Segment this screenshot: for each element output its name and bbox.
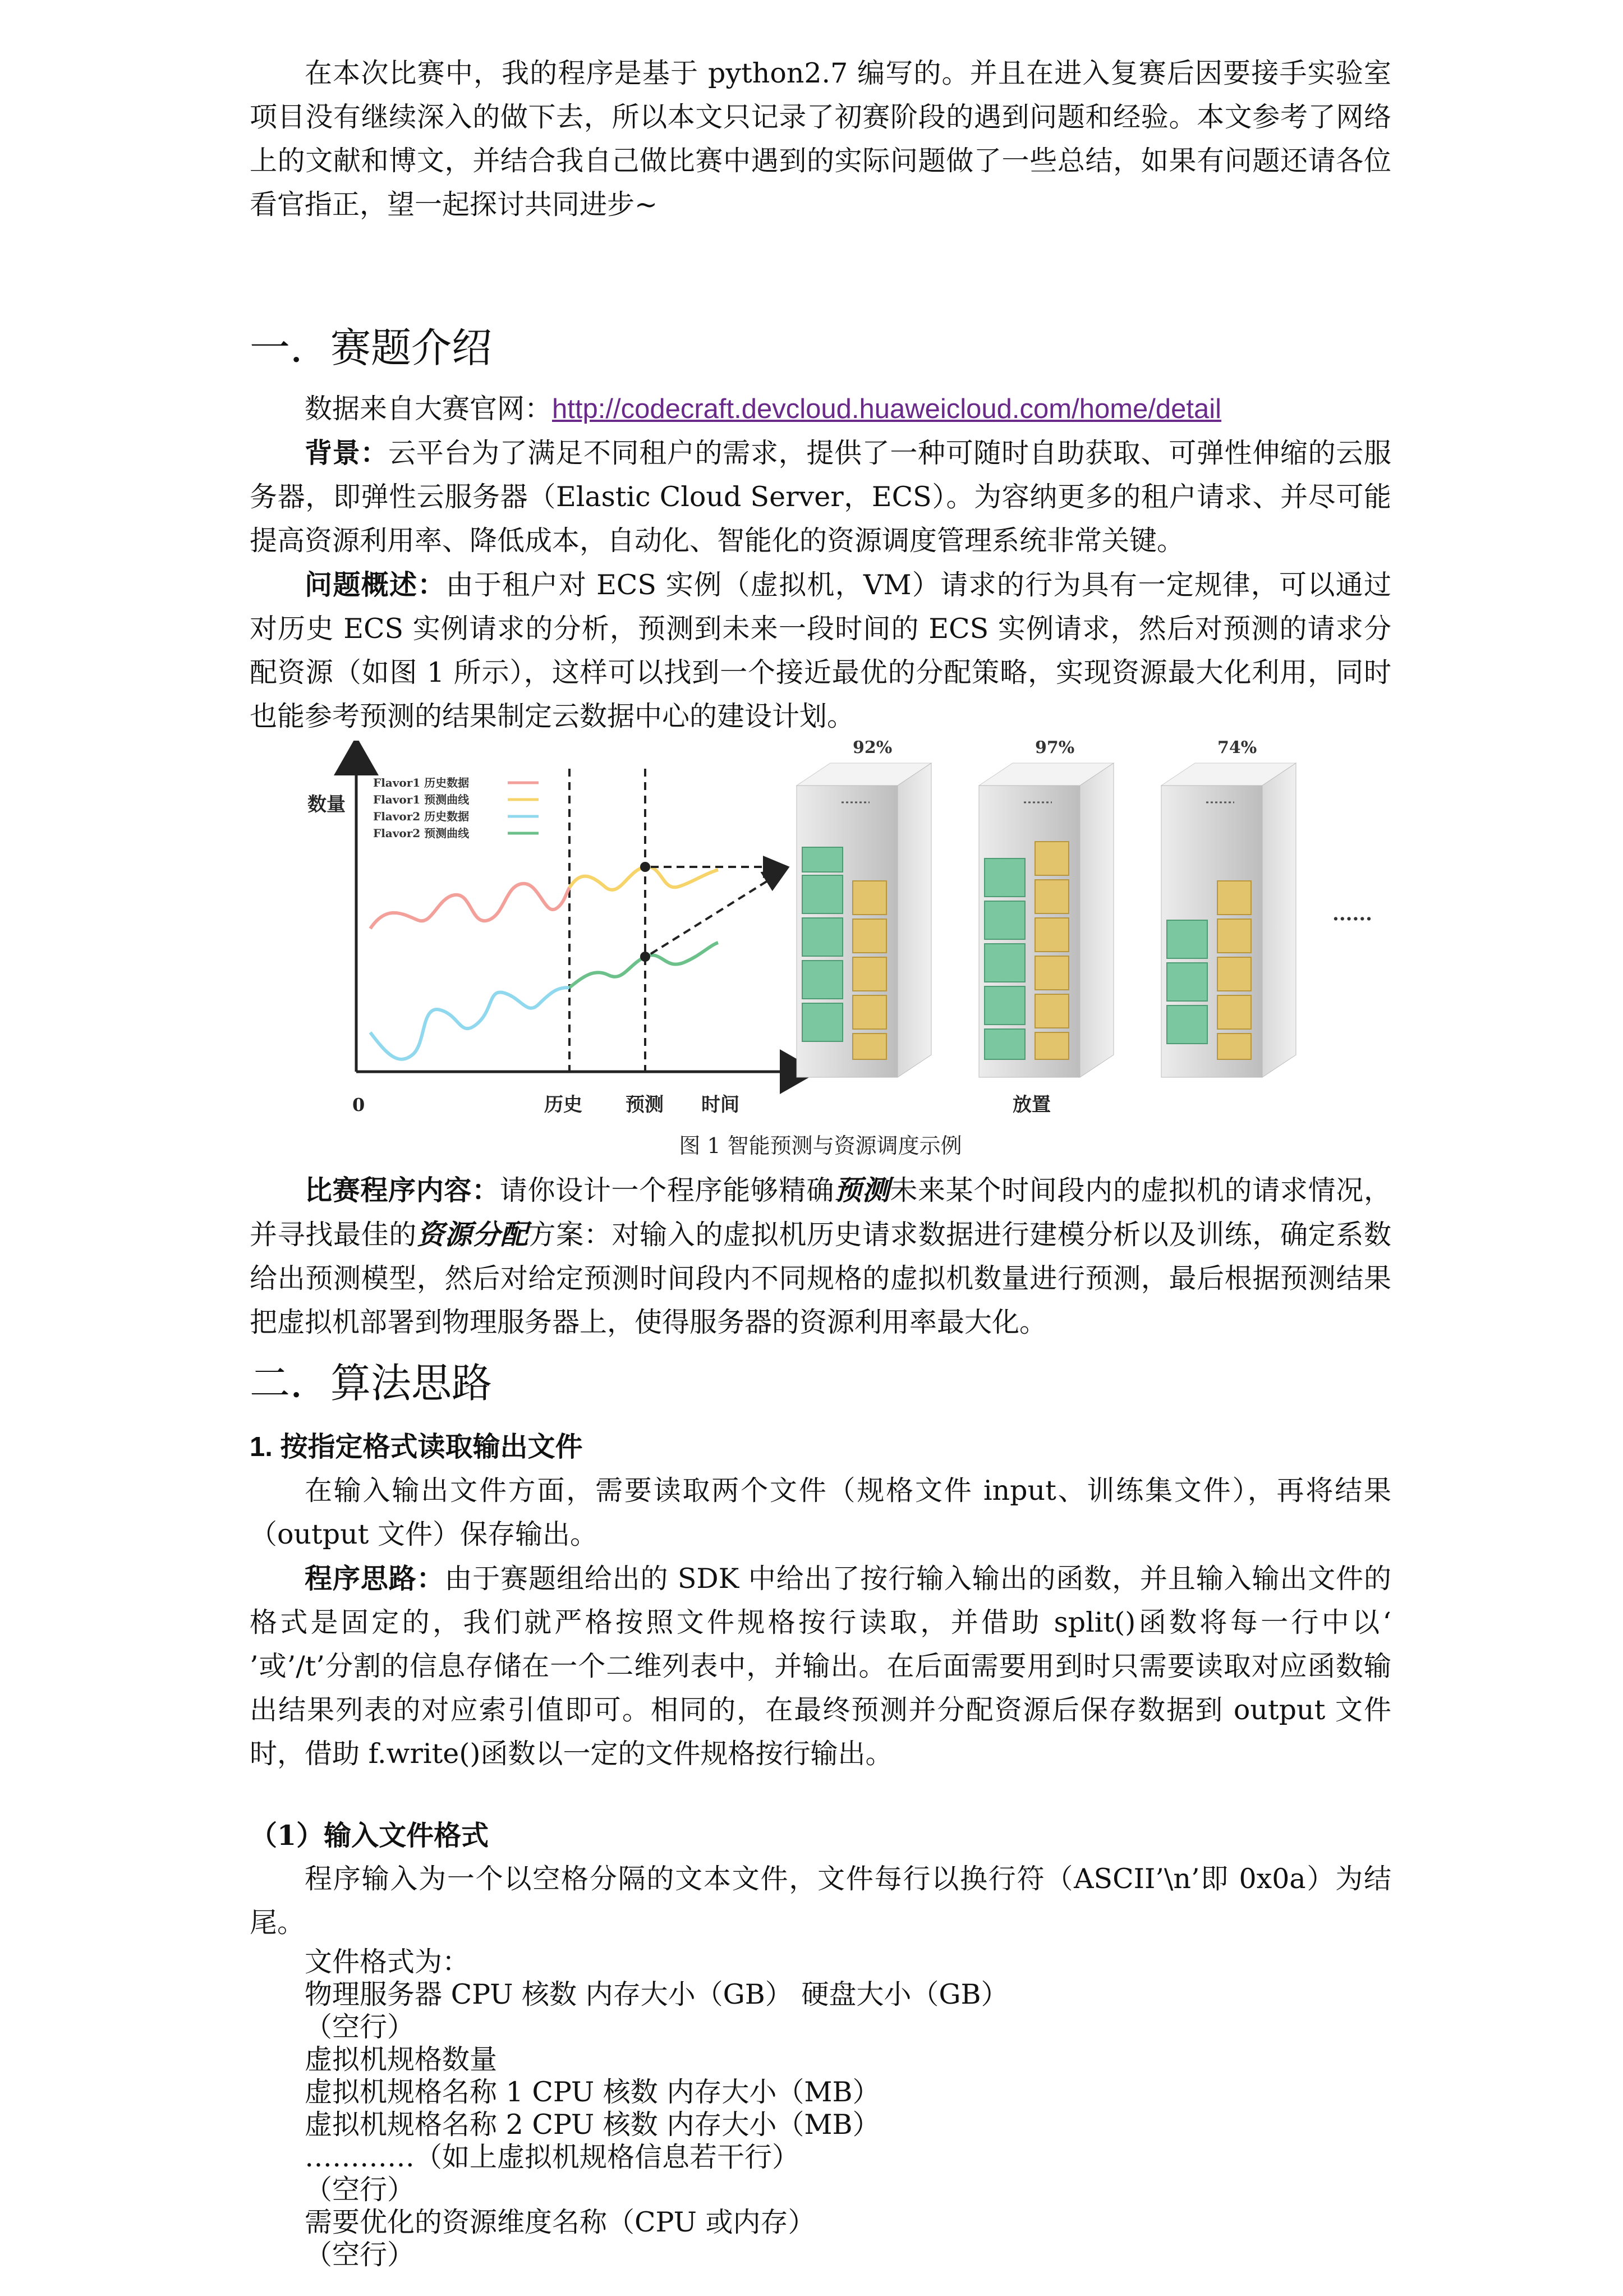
background-paragraph: [250, 431, 1391, 563]
placement-label: 放置: [1013, 1094, 1051, 1116]
source-label: 数据来自大赛官网：: [305, 393, 553, 425]
figure-caption: 图 1 智能预测与资源调度示例: [679, 1133, 962, 1158]
section1-text: [250, 387, 1391, 738]
program-paragraph: [250, 1168, 1391, 1344]
program-label: 比赛程序内容：: [305, 1174, 500, 1206]
io-paragraph: 在输入输出文件方面，需要读取两个文件（规格文件 input、训练集文件），再将结果（output 文件）保存输出。: [250, 1475, 1391, 1550]
idea-label: 程序思路：: [305, 1562, 445, 1595]
server-3: [1161, 741, 1296, 1077]
subheading-2-text: （1）输入文件格式: [250, 1819, 489, 1852]
format-line: 虚拟机规格名称 1 CPU 核数 内存大小（MB）: [305, 2076, 880, 2108]
format-list: [305, 1946, 1009, 2271]
arrow-to-placement-2: [651, 870, 785, 954]
background-text: 云平台为了满足不同租户的需求，提供了一种可随时自助获取、可弹性伸缩的云服务器，即弹性云服务器（Elastic Cloud Server，ECS）。为容纳更多的租户请求、并尽可能提高资源利用率、降低成本，自动化、智能化的资源调度管理系统非常关键。: [250, 437, 1391, 557]
format-line: …………（如上虚拟机规格信息若干行）: [305, 2141, 800, 2173]
background-label: 背景：: [305, 437, 389, 469]
subheading-2: [250, 1813, 489, 1858]
section-heading-1: 一．赛题介绍: [250, 324, 493, 371]
flavor1-history-curve: [370, 884, 569, 929]
program-text-2: 未来某个时间段内的虚拟机的请求情况，并寻找最佳的: [250, 1174, 1391, 1251]
flavor2-point: [640, 952, 650, 962]
legend-item-4: Flavor2 预测曲线: [373, 826, 470, 840]
format-line: （空行）: [305, 2011, 415, 2043]
problem-text: 由于租户对 ECS 实例（虚拟机，VM）请求的行为具有一定规律，可以通过对历史 ECS 实例请求的分析，预测到未来一段时间的 ECS 实例请求，然后对预测的请求分配资源（如图 1 所示），这样可以找到一个接近最优的分配策略，实现资源最大化利用，同时也能参考预测的结果制定云数据中心的建设计划。: [250, 569, 1391, 732]
server-1-utilization: 92%: [853, 741, 893, 757]
axis-predict-label: 预测: [626, 1094, 664, 1116]
input-format-paragraph: 程序输入为一个以空格分隔的文本文件，文件每行以换行符（ASCII’\n’即 0x0a）为结尾。: [250, 1863, 1391, 1939]
program-text-1: 请你设计一个程序能够精确: [499, 1174, 834, 1206]
legend-item-2: Flavor1 预测曲线: [373, 793, 470, 806]
program-block: [250, 1168, 1391, 1344]
format-line: （空行）: [305, 2239, 415, 2271]
source-line: [250, 387, 1391, 431]
intro-block: [250, 52, 1391, 227]
axis-origin-label: 0: [352, 1094, 365, 1115]
subheading-1-text: 1. 按指定格式读取输出文件: [250, 1432, 583, 1462]
figure-1: [292, 741, 1391, 1128]
program-emphasis-predict: 预测: [834, 1174, 890, 1206]
server-2: [979, 741, 1114, 1077]
problem-paragraph: [250, 563, 1391, 738]
program-emphasis-allocation: 资源分配: [416, 1218, 528, 1251]
format-line: 物理服务器 CPU 核数 内存大小（GB） 硬盘大小（GB）: [305, 1978, 1009, 2010]
section2-text: [250, 1469, 1391, 1776]
flavor1-point: [640, 862, 650, 872]
format-line: 需要优化的资源维度名称（CPU 或内存）: [305, 2206, 816, 2238]
source-link[interactable]: http://codecraft.devcloud.huaweicloud.com/home/detail: [552, 394, 1222, 424]
format-line: 虚拟机规格名称 2 CPU 核数 内存大小（MB）: [305, 2109, 880, 2141]
axis-history-label: 历史: [544, 1094, 582, 1116]
axis-time-label: 时间: [701, 1094, 739, 1116]
legend-item-1: Flavor1 历史数据: [373, 776, 470, 789]
problem-label: 问题概述：: [305, 568, 446, 601]
section-heading-2: 二．算法思路: [250, 1360, 493, 1407]
input-format-block: [250, 1857, 1391, 1945]
more-servers-ellipsis: ......: [1332, 903, 1373, 925]
idea-paragraph: [250, 1556, 1391, 1776]
format-line: （空行）: [305, 2174, 415, 2206]
y-axis-label: 数量: [307, 793, 346, 816]
intro-paragraph: 在本次比赛中，我的程序是基于 python2.7 编写的。并且在进入复赛后因要接手实验室项目没有继续深入的做下去，所以本文只记录了初赛阶段的遇到问题和经验。本文参考了网络上的文献和博文，并结合我自己做比赛中遇到的实际问题做了一些总结，如果有问题还请各位看官指正，望一起探讨共同进步~: [250, 57, 1391, 221]
format-line: 文件格式为：: [305, 1946, 470, 1978]
legend-item-3: Flavor2 历史数据: [373, 810, 470, 823]
legend: [373, 776, 470, 840]
program-text-3: 方案：对输入的虚拟机历史请求数据进行建模分析以及训练，确定系数给出预测模型，然后对给定预测时间段内不同规格的虚拟机数量进行预测，最后根据预测结果把虚拟机部署到物理服务器上，使得服务器的资源利用率最大化。: [250, 1219, 1391, 1338]
server-1: [797, 741, 931, 1077]
server-2-utilization: 97%: [1035, 741, 1075, 757]
flavor2-predict-curve: [569, 943, 718, 988]
idea-text: 由于赛题组给出的 SDK 中给出了按行输入输出的函数，并且输入输出文件的格式是固定的，我们就严格按照文件规格按行读取，并借助 split()函数将每一行中以‘ ’或’/t’分割的信息存储在一个二维列表中，并输出。在后面需要用到时只需要读取对应函数输出结果列表的对应索引值即可。相同的，在最终预测并分配资源后保存数据到 output 文件时，借助 f.write()函数以一定的文件规格按行输出。: [250, 1563, 1391, 1770]
subheading-1: [250, 1425, 582, 1469]
flavor2-history-curve: [370, 988, 569, 1059]
server-3-utilization: 74%: [1217, 741, 1257, 757]
format-line: 虚拟机规格数量: [305, 2044, 498, 2075]
